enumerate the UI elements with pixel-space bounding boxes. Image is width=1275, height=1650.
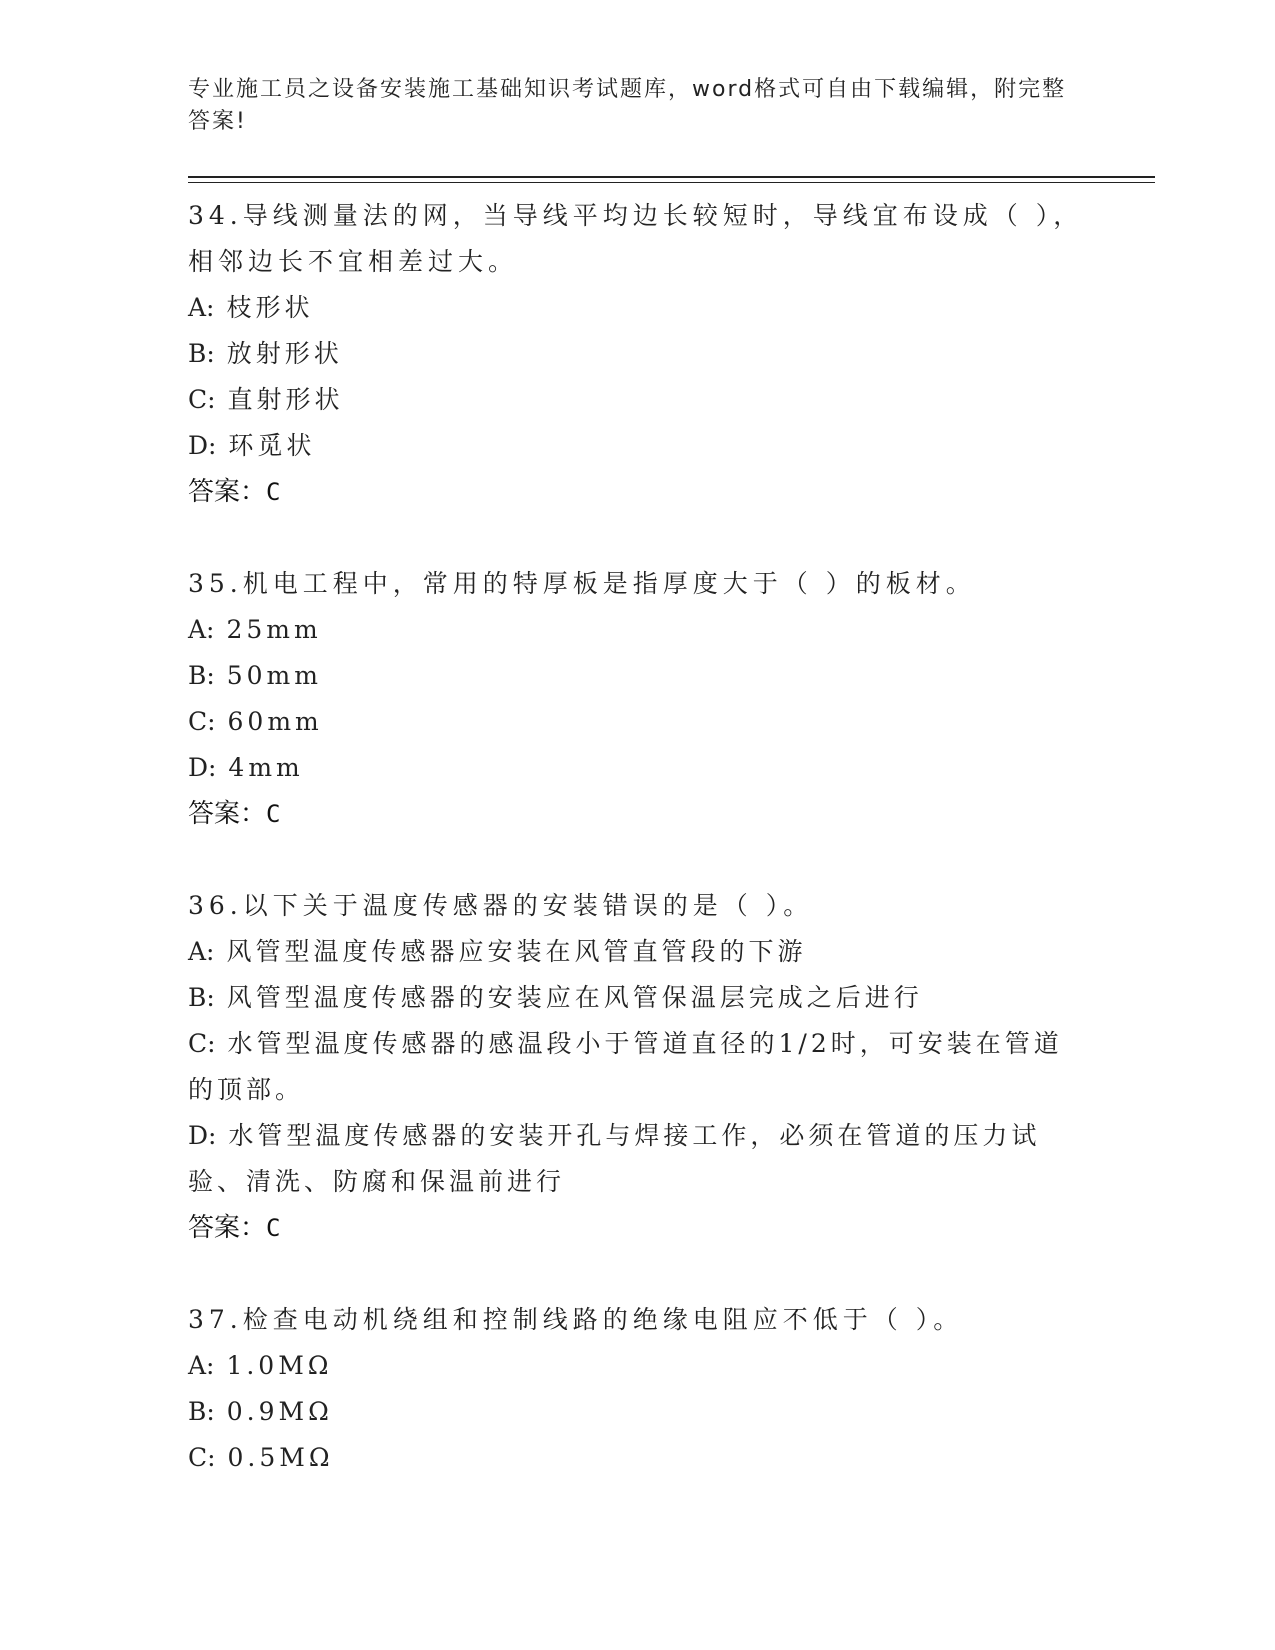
document-header: 专业施工员之设备安装施工基础知识考试题库，word格式可自由下载编辑，附完整答案! <box>188 77 1067 134</box>
option-d: D: 水管型温度传感器的安装开孔与焊接工作，必须在管道的压力试验、清洗、防腐和保温前进行 <box>188 1121 1041 1196</box>
answer-line: 答案：C <box>188 1213 281 1243</box>
option-b: B: 放射形状 <box>188 339 343 368</box>
question-text: 34.导线测量法的网，当导线平均边长较短时，导线宜布设成（ ），相邻边长不宜相差过大。 <box>188 201 1084 276</box>
question-text: 37.检查电动机绕组和控制线路的绝缘电阻应不低于（ ）。 <box>188 1305 964 1334</box>
question-36 <box>188 883 1088 1251</box>
option-a: A: 25mm <box>188 615 322 644</box>
option-c: C: 60mm <box>188 707 323 736</box>
option-d: D: 4mm <box>188 753 304 782</box>
question-35 <box>188 561 1088 837</box>
option-a: A: 1.0MΩ <box>188 1351 333 1380</box>
option-b: B: 0.9MΩ <box>188 1397 333 1426</box>
answer-line: 答案：C <box>188 477 281 507</box>
option-a: A: 枝形状 <box>188 293 314 322</box>
question-list <box>188 193 1088 1527</box>
option-c: C: 0.5MΩ <box>188 1443 334 1472</box>
question-text: 36.以下关于温度传感器的安装错误的是（ ）。 <box>188 891 814 920</box>
header-divider-thin <box>188 182 1155 183</box>
option-b: B: 风管型温度传感器的安装应在风管保温层完成之后进行 <box>188 983 923 1012</box>
answer-line: 答案：C <box>188 799 281 829</box>
option-a: A: 风管型温度传感器应安装在风管直管段的下游 <box>188 937 807 966</box>
question-text: 35.机电工程中，常用的特厚板是指厚度大于（ ）的板材。 <box>188 569 976 598</box>
option-c: C: 直射形状 <box>188 385 344 414</box>
question-37 <box>188 1297 1088 1481</box>
option-b: B: 50mm <box>188 661 322 690</box>
option-c: C: 水管型温度传感器的感温段小于管道直径的1/2时，可安装在管道的顶部。 <box>188 1029 1063 1104</box>
header-divider-thick <box>188 176 1155 178</box>
question-34 <box>188 193 1088 515</box>
option-d: D: 环觅状 <box>188 431 316 460</box>
